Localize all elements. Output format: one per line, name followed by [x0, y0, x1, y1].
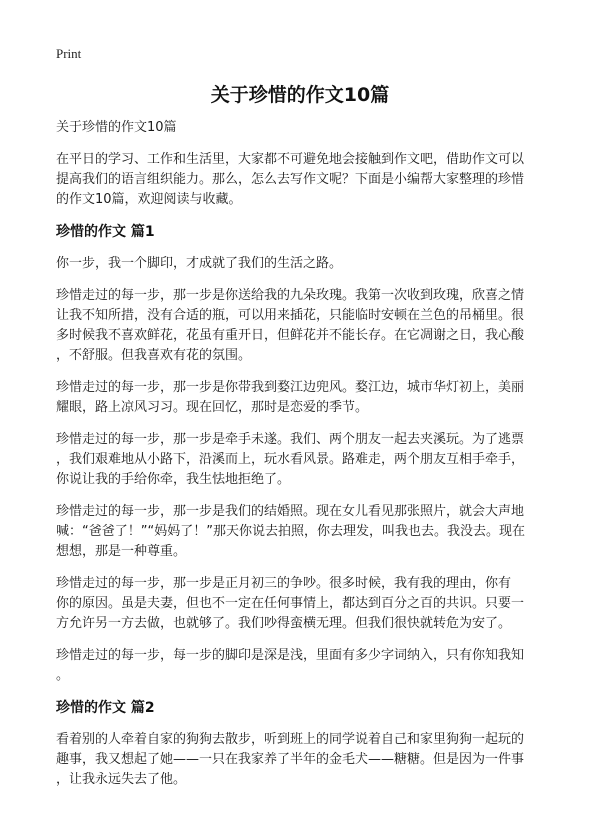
text-line: 的作文10篇，欢迎阅读与收藏。: [56, 192, 242, 207]
text-line: 你一步，我一个脚印，才成就了我们的生活之路。: [56, 256, 343, 271]
text-line: 喊：“爸爸了！”“妈妈了！”那天你说去拍照，你去理发，叫我也去。我没去。现在: [56, 524, 525, 539]
document-body: [56, 118, 556, 802]
text-line: ，让我永远失去了他。: [56, 772, 187, 787]
text-line: 在平日的学习、工作和生活里，大家都不可避免地会接触到作文吧，借助作文可以: [56, 152, 525, 167]
text-line: 多时候我不喜欢鲜花，花虽有重开日，但鲜花并不能长存。在它凋谢之日，我心酸: [56, 328, 525, 343]
section-heading-1: 珍惜的作文 篇1: [56, 224, 155, 240]
paragraph: [56, 430, 556, 490]
text-line: 方允许另一方去做，也就够了。我们吵得蛮横无理。但我们很快就转危为安了。: [56, 616, 512, 631]
text-line: 珍惜走过的每一步，那一步是我们的结婚照。现在女儿看见那张照片，就会大声地: [56, 504, 525, 519]
text-line: 。: [56, 668, 70, 683]
paragraph: [56, 646, 556, 686]
paragraph: [56, 286, 556, 366]
page-title: 关于珍惜的作文10篇: [210, 84, 390, 106]
intro-paragraph: [56, 150, 556, 210]
text-line: 你的原因。虽是夫妻，但也不一定在任何事情上，都达到百分之百的共识。只要一: [56, 596, 525, 611]
text-line: 珍惜走过的每一步，那一步是牵手未遂。我们、两个朋友一起去夹溪玩。为了逃票: [56, 432, 525, 447]
text-line: 珍惜走过的每一步，那一步是你带我到婺江边兜风。婺江边，城市华灯初上，美丽: [56, 380, 525, 395]
section-heading-2: 珍惜的作文 篇2: [56, 700, 155, 716]
text-line: 你说让我的手给你牵，我生怯地拒绝了。: [56, 472, 291, 487]
text-line: 耀眼，路上凉风习习。现在回忆，那时是恋爱的季节。: [56, 400, 369, 415]
paragraph: [56, 254, 556, 274]
paragraph: [56, 574, 556, 634]
text-line: ，不舒服。但我喜欢有花的氛围。: [56, 348, 252, 363]
paragraph: [56, 378, 556, 418]
text-line: 让我不知所措，没有合适的瓶，可以用来插花，只能临时安顿在兰色的吊桶里。很: [56, 308, 525, 323]
print-link[interactable]: Print: [56, 46, 82, 61]
text-line: 珍惜走过的每一步，那一步是你送给我的九朵玫瑰。我第一次收到玫瑰，欣喜之情: [56, 288, 525, 303]
document-subtitle: 关于珍惜的作文10篇: [56, 120, 177, 135]
text-line: 想想，那是一种尊重。: [56, 544, 187, 559]
text-line: 珍惜走过的每一步，每一步的脚印是深是浅，里面有多少字词纳入，只有你知我知: [56, 648, 525, 663]
text-line: 趣事，我又想起了她——一只在我家养了半年的金毛犬——糖糖。但是因为一件事: [56, 752, 525, 767]
text-line: 提高我们的语言组织能力。那么，怎么去写作文呢？下面是小编帮大家整理的珍惜: [56, 172, 525, 187]
text-line: ，我们艰难地从小路下，沿溪而上，玩水看风景。路难走，两个朋友互相手牵手，: [56, 452, 525, 467]
paragraph: [56, 502, 556, 562]
paragraph: [56, 730, 556, 790]
text-line: 看着别的人牵着自家的狗狗去散步，听到班上的同学说着自己和家里狗狗一起玩的: [56, 732, 525, 747]
text-line: 珍惜走过的每一步，那一步是正月初三的争吵。很多时候，我有我的理由，你有: [56, 576, 512, 591]
